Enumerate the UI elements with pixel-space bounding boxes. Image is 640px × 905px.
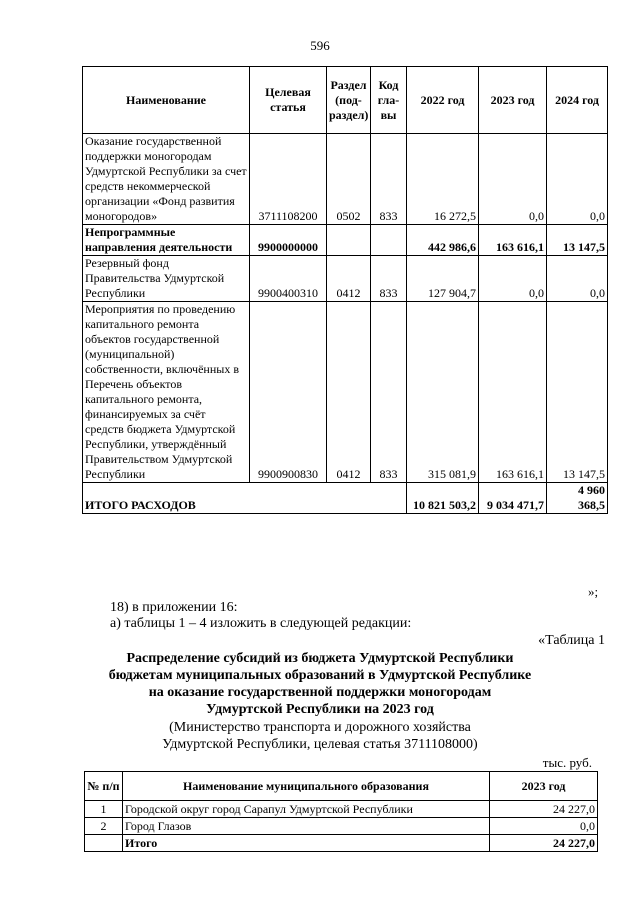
row-2024: 0,0	[547, 256, 608, 302]
header-code: Код гла-вы	[371, 67, 407, 134]
title-line: бюджетам муниципальных образований в Удмуртской Республике	[108, 668, 532, 683]
row-name: Мероприятия по проведению капитального ремонта объектов государственной (муниципальной) собственности, включённых в Перечень объектов капитального ремонта, финансируемых за счёт средств бюджета Удмуртской Республики, утверждённый Правительством Удмуртской Республики	[83, 302, 250, 483]
table-row	[83, 134, 608, 225]
table-row	[83, 256, 608, 302]
row-2023: 0,0	[490, 818, 598, 835]
row-target: 9900900830	[250, 302, 327, 483]
row-code: 833	[371, 302, 407, 483]
total-label: Итого	[123, 835, 490, 852]
row-2022: 127 904,7	[407, 256, 479, 302]
total-num	[85, 835, 123, 852]
row-code: 833	[371, 256, 407, 302]
total-2023: 24 227,0	[490, 835, 598, 852]
table-row	[85, 801, 598, 818]
header-name: Наименование	[83, 67, 250, 134]
row-2022: 315 081,9	[407, 302, 479, 483]
row-2024: 0,0	[547, 134, 608, 225]
total-2022: 10 821 503,2	[407, 483, 479, 514]
table-label: «Таблица 1	[538, 633, 605, 648]
header-name: Наименование муниципального образования	[123, 772, 490, 801]
row-2022: 442 986,6	[407, 225, 479, 256]
row-code: 833	[371, 134, 407, 225]
row-num: 1	[85, 801, 123, 818]
paragraph-instruction: а) таблицы 1 – 4 изложить в следующей редакции:	[110, 616, 412, 631]
table-row	[85, 818, 598, 835]
table-subtitle	[0, 719, 640, 753]
header-target: Целевая статья	[250, 67, 327, 134]
header-section: Раздел (под-раздел)	[327, 67, 371, 134]
row-2023: 0,0	[479, 256, 547, 302]
total-label: ИТОГО РАСХОДОВ	[83, 483, 407, 514]
paragraph-appendix: 18) в приложении 16:	[110, 600, 238, 615]
row-target: 9900000000	[250, 225, 327, 256]
row-code	[371, 225, 407, 256]
total-row	[83, 483, 608, 514]
row-name: Непрограммные направления деятельности	[83, 225, 250, 256]
units-label: тыс. руб.	[542, 755, 592, 770]
row-section: 0412	[327, 256, 371, 302]
row-name: Городской округ город Сарапул Удмуртской Республики	[123, 801, 490, 818]
header-2023: 2023 год	[479, 67, 547, 134]
row-2024: 13 147,5	[547, 225, 608, 256]
title-line: Распределение субсидий из бюджета Удмуртской Республики	[126, 651, 514, 666]
table-header-row	[85, 772, 598, 801]
closing-mark: »;	[588, 584, 599, 599]
row-name: Город Глазов	[123, 818, 490, 835]
row-target: 3711108200	[250, 134, 327, 225]
subtitle-line: (Министерство транспорта и дорожного хозяйства	[169, 720, 471, 735]
header-num: № п/п	[85, 772, 123, 801]
row-section	[327, 225, 371, 256]
total-2023: 9 034 471,7	[479, 483, 547, 514]
table-row	[83, 302, 608, 483]
table-header-row	[83, 67, 608, 134]
row-target: 9900400310	[250, 256, 327, 302]
row-2023: 24 227,0	[490, 801, 598, 818]
title-line: Удмуртской Республики на 2023 год	[206, 702, 434, 717]
row-2023: 163 616,1	[479, 302, 547, 483]
subsidy-table	[84, 771, 598, 852]
title-line: на оказание государственной поддержки моногородам	[148, 685, 492, 700]
row-num: 2	[85, 818, 123, 835]
total-row	[85, 835, 598, 852]
row-2024: 13 147,5	[547, 302, 608, 483]
row-section: 0502	[327, 134, 371, 225]
row-2022: 16 272,5	[407, 134, 479, 225]
table-row	[83, 225, 608, 256]
header-2022: 2022 год	[407, 67, 479, 134]
total-2024: 4 960 368,5	[547, 483, 608, 514]
table-title	[0, 650, 640, 718]
subtitle-line: Удмуртской Республики, целевая статья 3711108000)	[162, 737, 478, 752]
row-name: Оказание государственной поддержки моногородам Удмуртской Республики за счет средств некоммерческой организации «Фонд развития моногородов»	[83, 134, 250, 225]
expenditure-table	[82, 66, 608, 514]
page-number: 596	[310, 38, 330, 53]
row-2023: 0,0	[479, 134, 547, 225]
header-2023: 2023 год	[490, 772, 598, 801]
header-2024: 2024 год	[547, 67, 608, 134]
row-2023: 163 616,1	[479, 225, 547, 256]
row-name: Резервный фонд Правительства Удмуртской Республики	[83, 256, 250, 302]
row-section: 0412	[327, 302, 371, 483]
